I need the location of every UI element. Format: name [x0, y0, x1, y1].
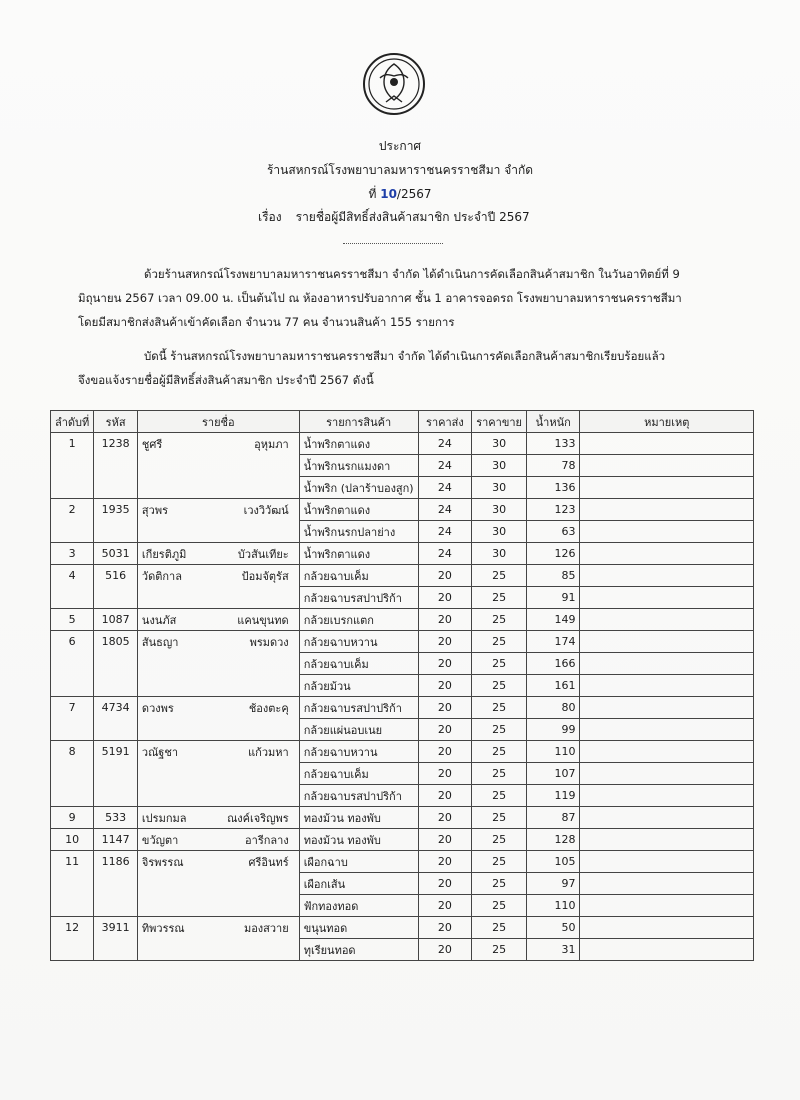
member-first-name: เปรมกมล — [141, 811, 187, 825]
product-name: กล้วยฉาบหวาน — [299, 631, 418, 653]
weight: 123 — [526, 499, 579, 521]
member-code: 3911 — [94, 917, 138, 939]
remark — [580, 675, 754, 697]
remark — [580, 543, 754, 565]
member-no — [51, 939, 94, 961]
remark — [580, 829, 754, 851]
retail-price: 25 — [472, 653, 527, 675]
member-name — [137, 939, 299, 961]
member-code: 4734 — [94, 697, 138, 719]
retail-price: 30 — [472, 477, 527, 499]
retail-price: 30 — [472, 543, 527, 565]
wholesale-price: 24 — [418, 521, 472, 543]
retail-price: 25 — [472, 587, 527, 609]
member-no: 10 — [51, 829, 94, 851]
product-name: กล้วยเบรกแตก — [299, 609, 418, 631]
product-name: เผือกเส้น — [299, 873, 418, 895]
remark — [580, 455, 754, 477]
announcement-subject — [258, 208, 530, 227]
member-no: 2 — [51, 499, 94, 521]
remark — [580, 763, 754, 785]
member-no — [51, 587, 94, 609]
table-row — [51, 477, 754, 499]
retail-price: 25 — [472, 763, 527, 785]
weight: 105 — [526, 851, 579, 873]
weight: 80 — [526, 697, 579, 719]
product-name: กล้วยฉาบเค็ม — [299, 763, 418, 785]
remark — [580, 697, 754, 719]
weight: 126 — [526, 543, 579, 565]
weight: 110 — [526, 741, 579, 763]
subject-label: เรื่อง — [258, 210, 282, 224]
table-row — [51, 873, 754, 895]
member-name — [137, 697, 299, 719]
product-name: ขนุนทอด — [299, 917, 418, 939]
product-name: น้ำพริกนรกแมงดา — [299, 455, 418, 477]
wholesale-price: 20 — [418, 675, 472, 697]
member-name — [137, 653, 299, 675]
retail-price: 30 — [472, 433, 527, 455]
remark — [580, 499, 754, 521]
member-code — [94, 587, 138, 609]
member-first-name: ชูศรี — [141, 437, 163, 451]
retail-price: 25 — [472, 939, 527, 961]
weight: 87 — [526, 807, 579, 829]
table-row — [51, 499, 754, 521]
member-no: 5 — [51, 609, 94, 631]
remark — [580, 477, 754, 499]
product-name: น้ำพริกตาแดง — [299, 433, 418, 455]
product-name: กล้วยฉาบเค็ม — [299, 565, 418, 587]
member-name — [137, 917, 299, 939]
member-no — [51, 653, 94, 675]
wholesale-price: 24 — [418, 433, 472, 455]
member-no: 3 — [51, 543, 94, 565]
member-name — [137, 873, 299, 895]
member-first-name: วณัฐชา — [141, 745, 179, 759]
handwritten-number: 10 — [380, 187, 397, 201]
weight: 133 — [526, 433, 579, 455]
wholesale-price: 20 — [418, 587, 472, 609]
member-no — [51, 873, 94, 895]
table-row — [51, 433, 754, 455]
product-name: กล้วยม้วน — [299, 675, 418, 697]
member-last-name: เวงวิวัฒน์ — [243, 503, 289, 517]
member-code: 1087 — [94, 609, 138, 631]
remark — [580, 631, 754, 653]
wholesale-price: 20 — [418, 697, 472, 719]
col-header-name: รายชื่อ — [137, 411, 299, 433]
member-last-name: อุหุมภา — [254, 437, 289, 451]
weight: 63 — [526, 521, 579, 543]
paragraph-1: ด้วยร้านสหกรณ์โรงพยาบาลมหาราชนครราชสีมา จำกัด ได้ดำเนินการคัดเลือกสินค้าสมาชิก ในวันอาทิตย์ที่ 9 มิถุนายน 2567 เวลา 09.00 น. เป็นต้นไป ณ ห้องอาหารปรับอากาศ ชั้น 1 อาคารจอดรถ โรงพยาบาลมหาราชนครราชสีมา โดยมีสมาชิกส่งสินค้าเข้าคัดเลือก จำนวน 77 คน จำนวนสินค้า 155 รายการ — [78, 267, 682, 329]
member-no: 8 — [51, 741, 94, 763]
table-row — [51, 851, 754, 873]
weight: 50 — [526, 917, 579, 939]
weight: 136 — [526, 477, 579, 499]
remark — [580, 741, 754, 763]
member-no — [51, 521, 94, 543]
member-no: 9 — [51, 807, 94, 829]
member-code — [94, 939, 138, 961]
table-row — [51, 653, 754, 675]
remark — [580, 939, 754, 961]
member-code: 533 — [94, 807, 138, 829]
member-last-name: แคนขุนทด — [237, 613, 289, 627]
member-last-name: อารีกลาง — [245, 833, 289, 847]
table-row — [51, 543, 754, 565]
member-first-name: ทิพวรรณ — [141, 921, 185, 935]
member-name — [137, 675, 299, 697]
weight: 31 — [526, 939, 579, 961]
retail-price: 25 — [472, 829, 527, 851]
table-row — [51, 697, 754, 719]
cooperative-seal-logo — [362, 52, 426, 116]
member-code — [94, 763, 138, 785]
weight: 78 — [526, 455, 579, 477]
col-header-weight: น้ำหนัก — [526, 411, 579, 433]
remark — [580, 719, 754, 741]
table-row — [51, 895, 754, 917]
col-header-wholesale: ราคาส่ง — [418, 411, 472, 433]
wholesale-price: 24 — [418, 543, 472, 565]
retail-price: 25 — [472, 741, 527, 763]
retail-price: 25 — [472, 719, 527, 741]
product-name: เผือกฉาบ — [299, 851, 418, 873]
weight: 149 — [526, 609, 579, 631]
wholesale-price: 24 — [418, 455, 472, 477]
remark — [580, 609, 754, 631]
table-row — [51, 587, 754, 609]
member-first-name: สุวพร — [141, 503, 168, 517]
subject-text: รายชื่อผู้มีสิทธิ์ส่งสินค้าสมาชิก ประจำปี 2567 — [295, 210, 530, 224]
retail-price: 25 — [472, 785, 527, 807]
table-row — [51, 609, 754, 631]
retail-price: 25 — [472, 675, 527, 697]
paragraph-2: บัดนี้ ร้านสหกรณ์โรงพยาบาลมหาราชนครราชสีมา จำกัด ได้ดำเนินการคัดเลือกสินค้าสมาชิกเรียบร้อยแล้ว จึงขอแจ้งรายชื่อผู้มีสิทธิ์ส่งสินค้าสมาชิก ประจำปี 2567 ดังนี้ — [78, 349, 666, 387]
member-no — [51, 763, 94, 785]
header-divider — [343, 243, 443, 244]
member-list-table — [50, 410, 754, 961]
retail-price: 30 — [472, 499, 527, 521]
member-no: 6 — [51, 631, 94, 653]
member-name — [137, 631, 299, 653]
col-header-code: รหัส — [94, 411, 138, 433]
wholesale-price: 20 — [418, 741, 472, 763]
product-name: กล้วยฉาบหวาน — [299, 741, 418, 763]
member-name — [137, 455, 299, 477]
wholesale-price: 20 — [418, 609, 472, 631]
member-last-name: ป้อมจัตุรัส — [241, 569, 289, 583]
wholesale-price: 20 — [418, 851, 472, 873]
remark — [580, 807, 754, 829]
wholesale-price: 24 — [418, 477, 472, 499]
member-no: 1 — [51, 433, 94, 455]
retail-price: 25 — [472, 565, 527, 587]
product-name: กล้วยฉาบรสปาปริก้า — [299, 785, 418, 807]
member-name — [137, 565, 299, 587]
table-header-row — [51, 411, 754, 433]
product-name: กล้วยฉาบรสปาปริก้า — [299, 697, 418, 719]
member-last-name: ช้องตะคุ — [248, 701, 289, 715]
weight: 174 — [526, 631, 579, 653]
weight: 110 — [526, 895, 579, 917]
member-no — [51, 895, 94, 917]
member-no: 7 — [51, 697, 94, 719]
member-no — [51, 719, 94, 741]
member-no — [51, 477, 94, 499]
announcement-header — [0, 134, 800, 206]
member-last-name: บัวสันเทียะ — [237, 547, 289, 561]
wholesale-price: 20 — [418, 873, 472, 895]
retail-price: 25 — [472, 609, 527, 631]
member-code — [94, 873, 138, 895]
remark — [580, 785, 754, 807]
wholesale-price: 20 — [418, 829, 472, 851]
retail-price: 25 — [472, 895, 527, 917]
member-code: 5191 — [94, 741, 138, 763]
remark — [580, 873, 754, 895]
retail-price: 25 — [472, 631, 527, 653]
product-name: กล้วยแผ่นอบเนย — [299, 719, 418, 741]
member-code — [94, 719, 138, 741]
announcement-title: ประกาศ — [378, 139, 422, 153]
remark — [580, 895, 754, 917]
member-code — [94, 675, 138, 697]
table-row — [51, 785, 754, 807]
wholesale-price: 20 — [418, 719, 472, 741]
member-name — [137, 609, 299, 631]
member-first-name: ขวัญตา — [141, 833, 179, 847]
member-code: 516 — [94, 565, 138, 587]
member-code: 1805 — [94, 631, 138, 653]
remark — [580, 653, 754, 675]
remark — [580, 565, 754, 587]
member-name — [137, 543, 299, 565]
remark — [580, 917, 754, 939]
member-last-name: ศรีอินทร์ — [248, 855, 289, 869]
table-row — [51, 917, 754, 939]
member-code — [94, 895, 138, 917]
wholesale-price: 20 — [418, 763, 472, 785]
member-name — [137, 829, 299, 851]
weight: 107 — [526, 763, 579, 785]
member-no: 4 — [51, 565, 94, 587]
product-name: น้ำพริกตาแดง — [299, 499, 418, 521]
member-name — [137, 785, 299, 807]
wholesale-price: 20 — [418, 917, 472, 939]
member-code: 1147 — [94, 829, 138, 851]
product-name: น้ำพริกนรกปลาย่าง — [299, 521, 418, 543]
weight: 119 — [526, 785, 579, 807]
member-first-name: เกียรติภูมิ — [141, 547, 187, 561]
remark — [580, 433, 754, 455]
member-last-name: แก้วมหา — [248, 745, 289, 759]
member-name — [137, 521, 299, 543]
member-name — [137, 477, 299, 499]
weight: 128 — [526, 829, 579, 851]
member-code: 1238 — [94, 433, 138, 455]
member-code — [94, 521, 138, 543]
product-name: ทองม้วน ทองพับ — [299, 829, 418, 851]
member-last-name: ณงค์เจริญพร — [227, 811, 289, 825]
table-row — [51, 631, 754, 653]
member-name — [137, 741, 299, 763]
product-name: กล้วยฉาบเค็ม — [299, 653, 418, 675]
member-no: 11 — [51, 851, 94, 873]
member-code — [94, 785, 138, 807]
retail-price: 25 — [472, 851, 527, 873]
member-last-name: มองสวาย — [243, 921, 289, 935]
member-code — [94, 455, 138, 477]
weight: 99 — [526, 719, 579, 741]
table-row — [51, 455, 754, 477]
member-name — [137, 587, 299, 609]
product-name: ทองม้วน ทองพับ — [299, 807, 418, 829]
member-no — [51, 785, 94, 807]
member-first-name: นงนภัส — [141, 613, 177, 627]
retail-price: 25 — [472, 807, 527, 829]
table-row — [51, 807, 754, 829]
table-row — [51, 521, 754, 543]
organization-name: ร้านสหกรณ์โรงพยาบาลมหาราชนครราชสีมา จำกัด — [266, 163, 534, 177]
member-name — [137, 895, 299, 917]
member-name — [137, 763, 299, 785]
table-row — [51, 719, 754, 741]
table-row — [51, 565, 754, 587]
retail-price: 30 — [472, 521, 527, 543]
product-name: น้ำพริก (ปลาร้าบองสูก) — [299, 477, 418, 499]
member-name — [137, 433, 299, 455]
table-row — [51, 763, 754, 785]
col-header-remark: หมายเหตุ — [580, 411, 754, 433]
wholesale-price: 20 — [418, 807, 472, 829]
wholesale-price: 20 — [418, 631, 472, 653]
member-code: 5031 — [94, 543, 138, 565]
remark — [580, 851, 754, 873]
table-row — [51, 939, 754, 961]
product-name: น้ำพริกตาแดง — [299, 543, 418, 565]
wholesale-price: 24 — [418, 499, 472, 521]
weight: 166 — [526, 653, 579, 675]
member-name — [137, 499, 299, 521]
wholesale-price: 20 — [418, 895, 472, 917]
wholesale-price: 20 — [418, 785, 472, 807]
announcement-number: ที่ 10/2567 — [368, 187, 432, 201]
member-last-name: พรมดวง — [249, 635, 289, 649]
member-code: 1186 — [94, 851, 138, 873]
member-name — [137, 807, 299, 829]
wholesale-price: 20 — [418, 653, 472, 675]
product-name: กล้วยฉาบรสปาปริก้า — [299, 587, 418, 609]
col-header-retail: ราคาขาย — [472, 411, 527, 433]
member-first-name: สันธญา — [141, 635, 179, 649]
weight: 97 — [526, 873, 579, 895]
member-first-name: วัดติกาล — [141, 569, 182, 583]
member-name — [137, 719, 299, 741]
weight: 91 — [526, 587, 579, 609]
table-body — [51, 433, 754, 961]
member-no — [51, 455, 94, 477]
remark — [580, 521, 754, 543]
remark — [580, 587, 754, 609]
member-first-name: ดวงพร — [141, 701, 174, 715]
table-row — [51, 741, 754, 763]
member-code — [94, 477, 138, 499]
weight: 85 — [526, 565, 579, 587]
table-row — [51, 829, 754, 851]
weight: 161 — [526, 675, 579, 697]
member-code: 1935 — [94, 499, 138, 521]
col-header-no: ลำดับที่ — [51, 411, 94, 433]
retail-price: 30 — [472, 455, 527, 477]
col-header-product: รายการสินค้า — [299, 411, 418, 433]
retail-price: 25 — [472, 873, 527, 895]
member-no — [51, 675, 94, 697]
retail-price: 25 — [472, 697, 527, 719]
table-row — [51, 675, 754, 697]
member-no: 12 — [51, 917, 94, 939]
wholesale-price: 20 — [418, 939, 472, 961]
member-name — [137, 851, 299, 873]
member-first-name: จิรพรรณ — [141, 855, 184, 869]
wholesale-price: 20 — [418, 565, 472, 587]
product-name: ทุเรียนทอด — [299, 939, 418, 961]
product-name: ฟักทองทอด — [299, 895, 418, 917]
retail-price: 25 — [472, 917, 527, 939]
member-code — [94, 653, 138, 675]
